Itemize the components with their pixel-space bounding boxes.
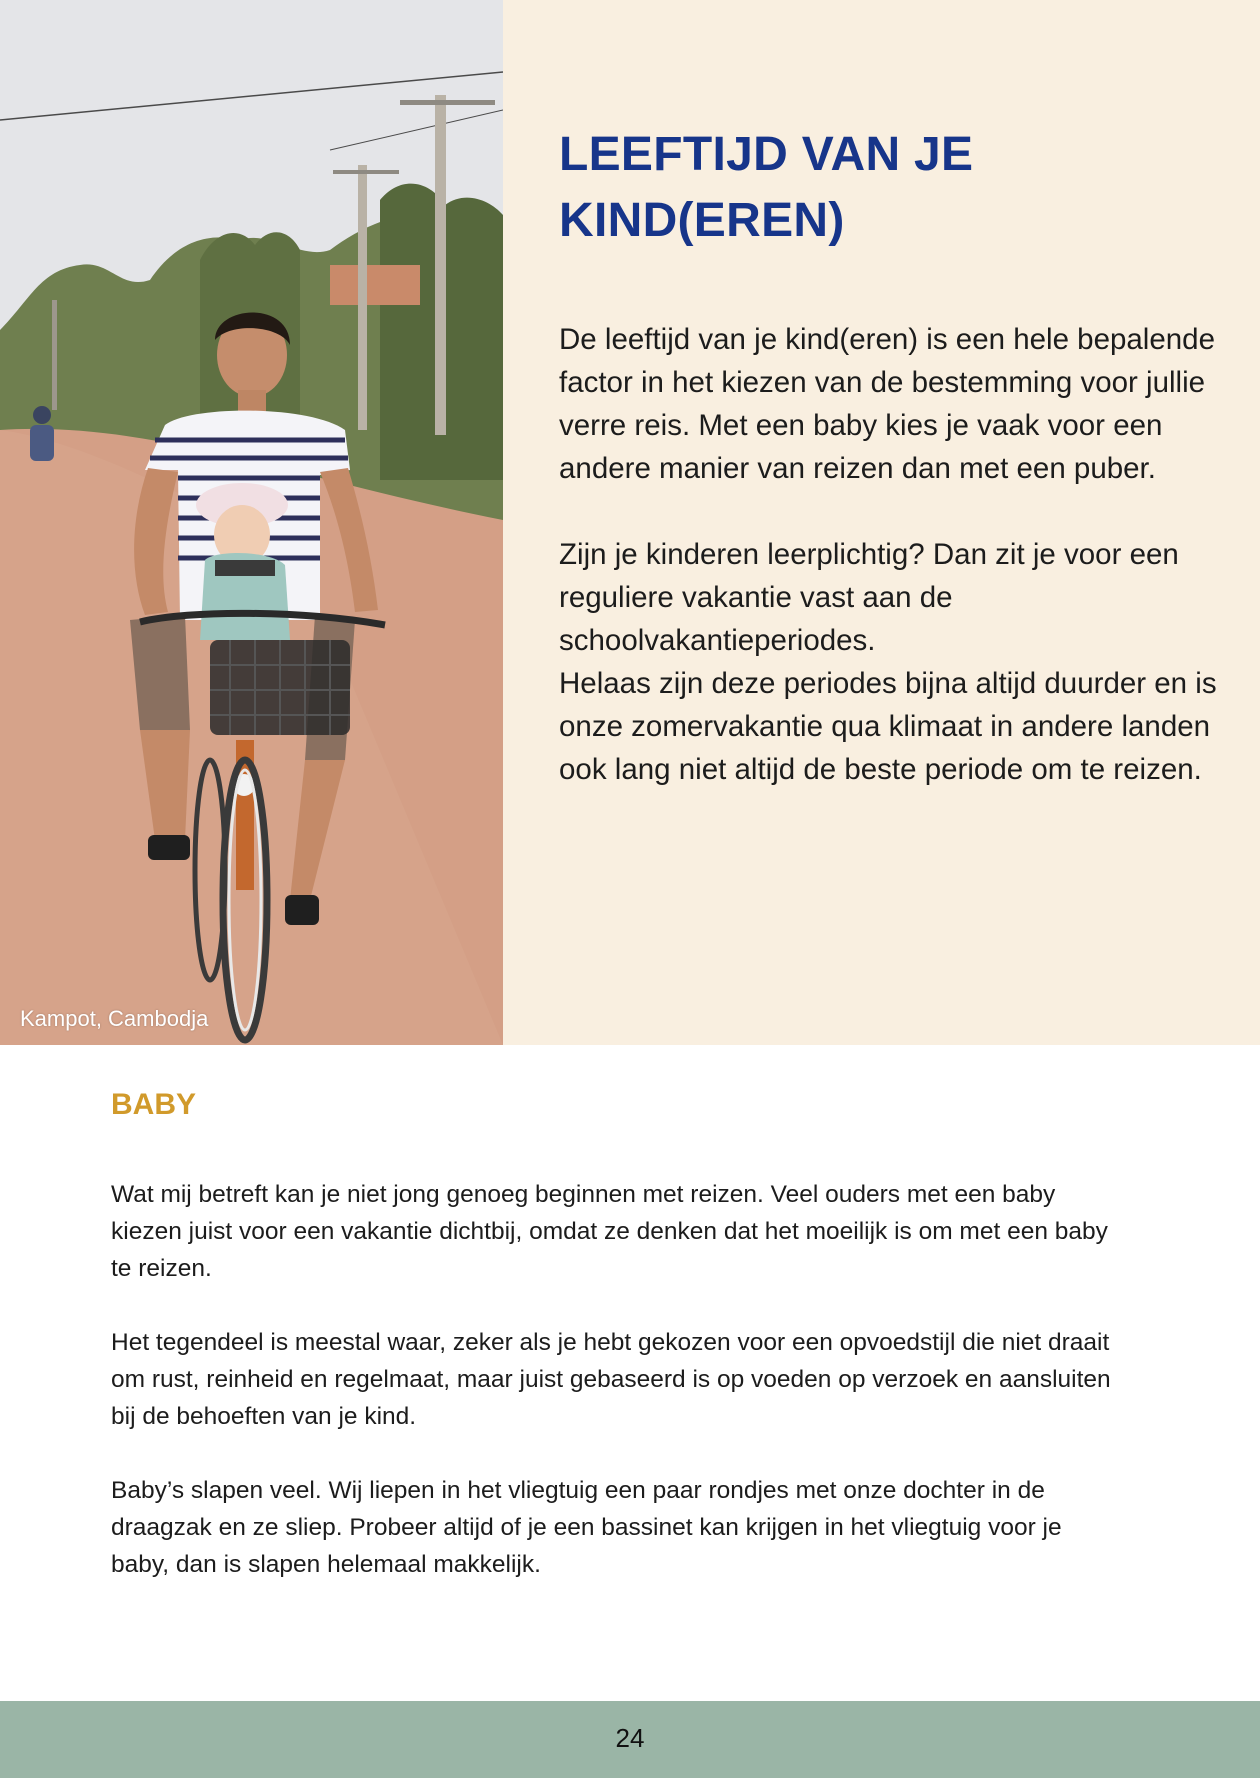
page-number: 24 [615, 1723, 645, 1753]
title-line-2: KIND(EREN) [559, 194, 845, 247]
section-title: BABY [111, 1088, 197, 1121]
section-body [111, 1176, 1111, 1620]
intro-paragraph-1: De leeftijd van je kind(eren) is een hele bepalende factor in het kiezen van de bestemming voor jullie verre reis. Met een baby kies je vaak voor een andere manier van reizen dan met een puber. [559, 323, 1215, 485]
photo-illustration [0, 0, 503, 1045]
intro-paragraph-2-line-2: Helaas zijn deze periodes bijna altijd duurder en is onze zomervakantie qua klimaat in andere landen ook lang niet altijd de beste periode om te reizen. [559, 667, 1217, 786]
page-title [559, 122, 1199, 254]
section-paragraph: Het tegendeel is meestal waar, zeker als je hebt gekozen voor een opvoedstijl die niet draait om rust, reinheid en regelmaat, maar juist gebaseerd is op voeden op verzoek en aansluiten bij de behoeften van je kind. [111, 1329, 1111, 1430]
cover-photo [0, 0, 503, 1045]
intro-paragraph-2-line-1: Zijn je kinderen leerplichtig? Dan zit je voor een reguliere vakantie vast aan de schoolvakantieperiodes. [559, 538, 1179, 657]
intro-paragraph-2 [559, 533, 1219, 791]
section-paragraph: Baby’s slapen veel. Wij liepen in het vliegtuig een paar rondjes met onze dochter in de draagzak en ze sliep. Probeer altijd of je een bassinet kan krijgen in het vliegtuig voor je baby, dan is slapen helemaal makkelijk. [111, 1477, 1062, 1578]
section-paragraph: Wat mij betreft kan je niet jong genoeg beginnen met reizen. Veel ouders met een baby kiezen juist voor een vakantie dichtbij, omdat ze denken dat het moeilijk is om met een baby te reizen. [111, 1181, 1108, 1282]
page-footer [0, 1701, 1260, 1778]
intro-panel [503, 0, 1260, 1045]
title-line-1: LEEFTIJD VAN JE [559, 128, 974, 181]
intro-text [559, 318, 1219, 791]
photo-caption: Kampot, Cambodja [20, 1006, 209, 1031]
